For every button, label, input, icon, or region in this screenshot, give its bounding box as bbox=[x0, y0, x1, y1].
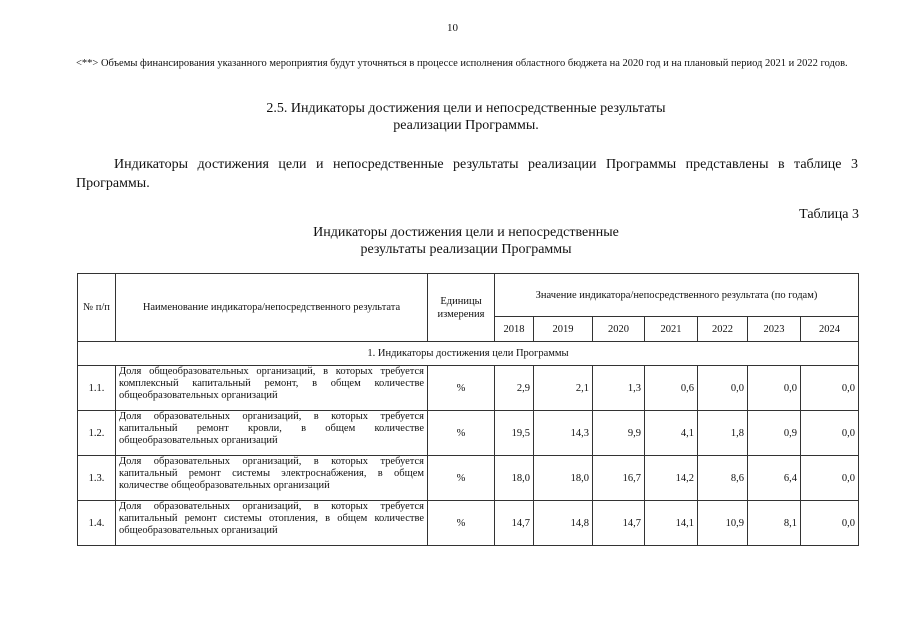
row-value: 8,6 bbox=[698, 456, 748, 501]
row-value: 0,0 bbox=[698, 366, 748, 411]
year-header: 2021 bbox=[645, 317, 698, 342]
row-value: 2,1 bbox=[534, 366, 593, 411]
row-value: 18,0 bbox=[495, 456, 534, 501]
year-header: 2024 bbox=[801, 317, 859, 342]
row-value: 6,4 bbox=[748, 456, 801, 501]
row-value: 4,1 bbox=[645, 411, 698, 456]
row-name: Доля образовательных организаций, в которых требуется капитальный ремонт системы отопления, в общем количестве общеобразовательных организаций bbox=[116, 501, 428, 546]
row-unit: % bbox=[428, 411, 495, 456]
year-header: 2020 bbox=[593, 317, 645, 342]
section-title-line1: 2.5. Индикаторы достижения цели и непосредственные результаты bbox=[266, 101, 666, 116]
table-row bbox=[78, 501, 859, 546]
row-value: 10,9 bbox=[698, 501, 748, 546]
row-name: Доля образовательных организаций, в которых требуется капитальный ремонт системы электроснабжения, в общем количестве общеобразовательных организаций bbox=[116, 456, 428, 501]
row-value: 1,3 bbox=[593, 366, 645, 411]
row-value: 0,0 bbox=[801, 456, 859, 501]
header-name: Наименование индикатора/непосредственного результата bbox=[116, 274, 428, 342]
year-header: 2022 bbox=[698, 317, 748, 342]
table-title-line2: результаты реализации Программы bbox=[360, 242, 572, 257]
row-value: 1,8 bbox=[698, 411, 748, 456]
footnote: <**> Объемы финансирования указанного мероприятия будут уточняться в процессе исполнения областного бюджета на 2020 год и на плановый период 2021 и 2022 годов. bbox=[76, 58, 848, 69]
row-value: 0,0 bbox=[801, 366, 859, 411]
row-value: 14,3 bbox=[534, 411, 593, 456]
row-name: Доля образовательных организаций, в которых требуется капитальный ремонт кровли, в общем количестве общеобразовательных организаций bbox=[116, 411, 428, 456]
intro-paragraph: Индикаторы достижения цели и непосредственные результаты реализации Программы представлены в таблице 3 Программы. bbox=[76, 157, 858, 191]
row-value: 0,0 bbox=[801, 501, 859, 546]
row-num: 1.3. bbox=[78, 456, 116, 501]
row-value: 8,1 bbox=[748, 501, 801, 546]
row-value: 14,1 bbox=[645, 501, 698, 546]
section-label: 1. Индикаторы достижения цели Программы bbox=[78, 342, 859, 366]
year-header: 2019 bbox=[534, 317, 593, 342]
table-row bbox=[78, 366, 859, 411]
table-row bbox=[78, 411, 859, 456]
row-value: 14,7 bbox=[495, 501, 534, 546]
row-value: 0,9 bbox=[748, 411, 801, 456]
row-value: 14,7 bbox=[593, 501, 645, 546]
row-value: 9,9 bbox=[593, 411, 645, 456]
row-num: 1.2. bbox=[78, 411, 116, 456]
table-title bbox=[76, 224, 856, 258]
row-value: 0,0 bbox=[801, 411, 859, 456]
row-value: 16,7 bbox=[593, 456, 645, 501]
table-label: Таблица 3 bbox=[799, 207, 859, 222]
row-name: Доля общеобразовательных организаций, в которых требуется комплексный капитальный ремонт, в общем количестве общеобразовательных организаций bbox=[116, 366, 428, 411]
header-values: Значение индикатора/непосредственного результата (по годам) bbox=[495, 274, 859, 317]
section-title bbox=[76, 100, 856, 134]
row-value: 14,2 bbox=[645, 456, 698, 501]
table-header-row bbox=[78, 274, 859, 317]
row-value: 0,0 bbox=[748, 366, 801, 411]
row-value: 2,9 bbox=[495, 366, 534, 411]
year-header: 2018 bbox=[495, 317, 534, 342]
row-unit: % bbox=[428, 366, 495, 411]
header-unit: Единицы измерения bbox=[428, 274, 495, 342]
page-number: 10 bbox=[447, 22, 458, 34]
row-unit: % bbox=[428, 501, 495, 546]
table-title-line1: Индикаторы достижения цели и непосредственные bbox=[313, 225, 619, 240]
section-title-line2: реализации Программы. bbox=[393, 118, 539, 133]
table-row bbox=[78, 456, 859, 501]
row-value: 19,5 bbox=[495, 411, 534, 456]
row-unit: % bbox=[428, 456, 495, 501]
table-section-row bbox=[78, 342, 859, 366]
row-num: 1.4. bbox=[78, 501, 116, 546]
year-header: 2023 bbox=[748, 317, 801, 342]
header-num: № п/п bbox=[78, 274, 116, 342]
row-value: 14,8 bbox=[534, 501, 593, 546]
indicators-table bbox=[77, 273, 859, 546]
row-value: 18,0 bbox=[534, 456, 593, 501]
row-num: 1.1. bbox=[78, 366, 116, 411]
row-value: 0,6 bbox=[645, 366, 698, 411]
